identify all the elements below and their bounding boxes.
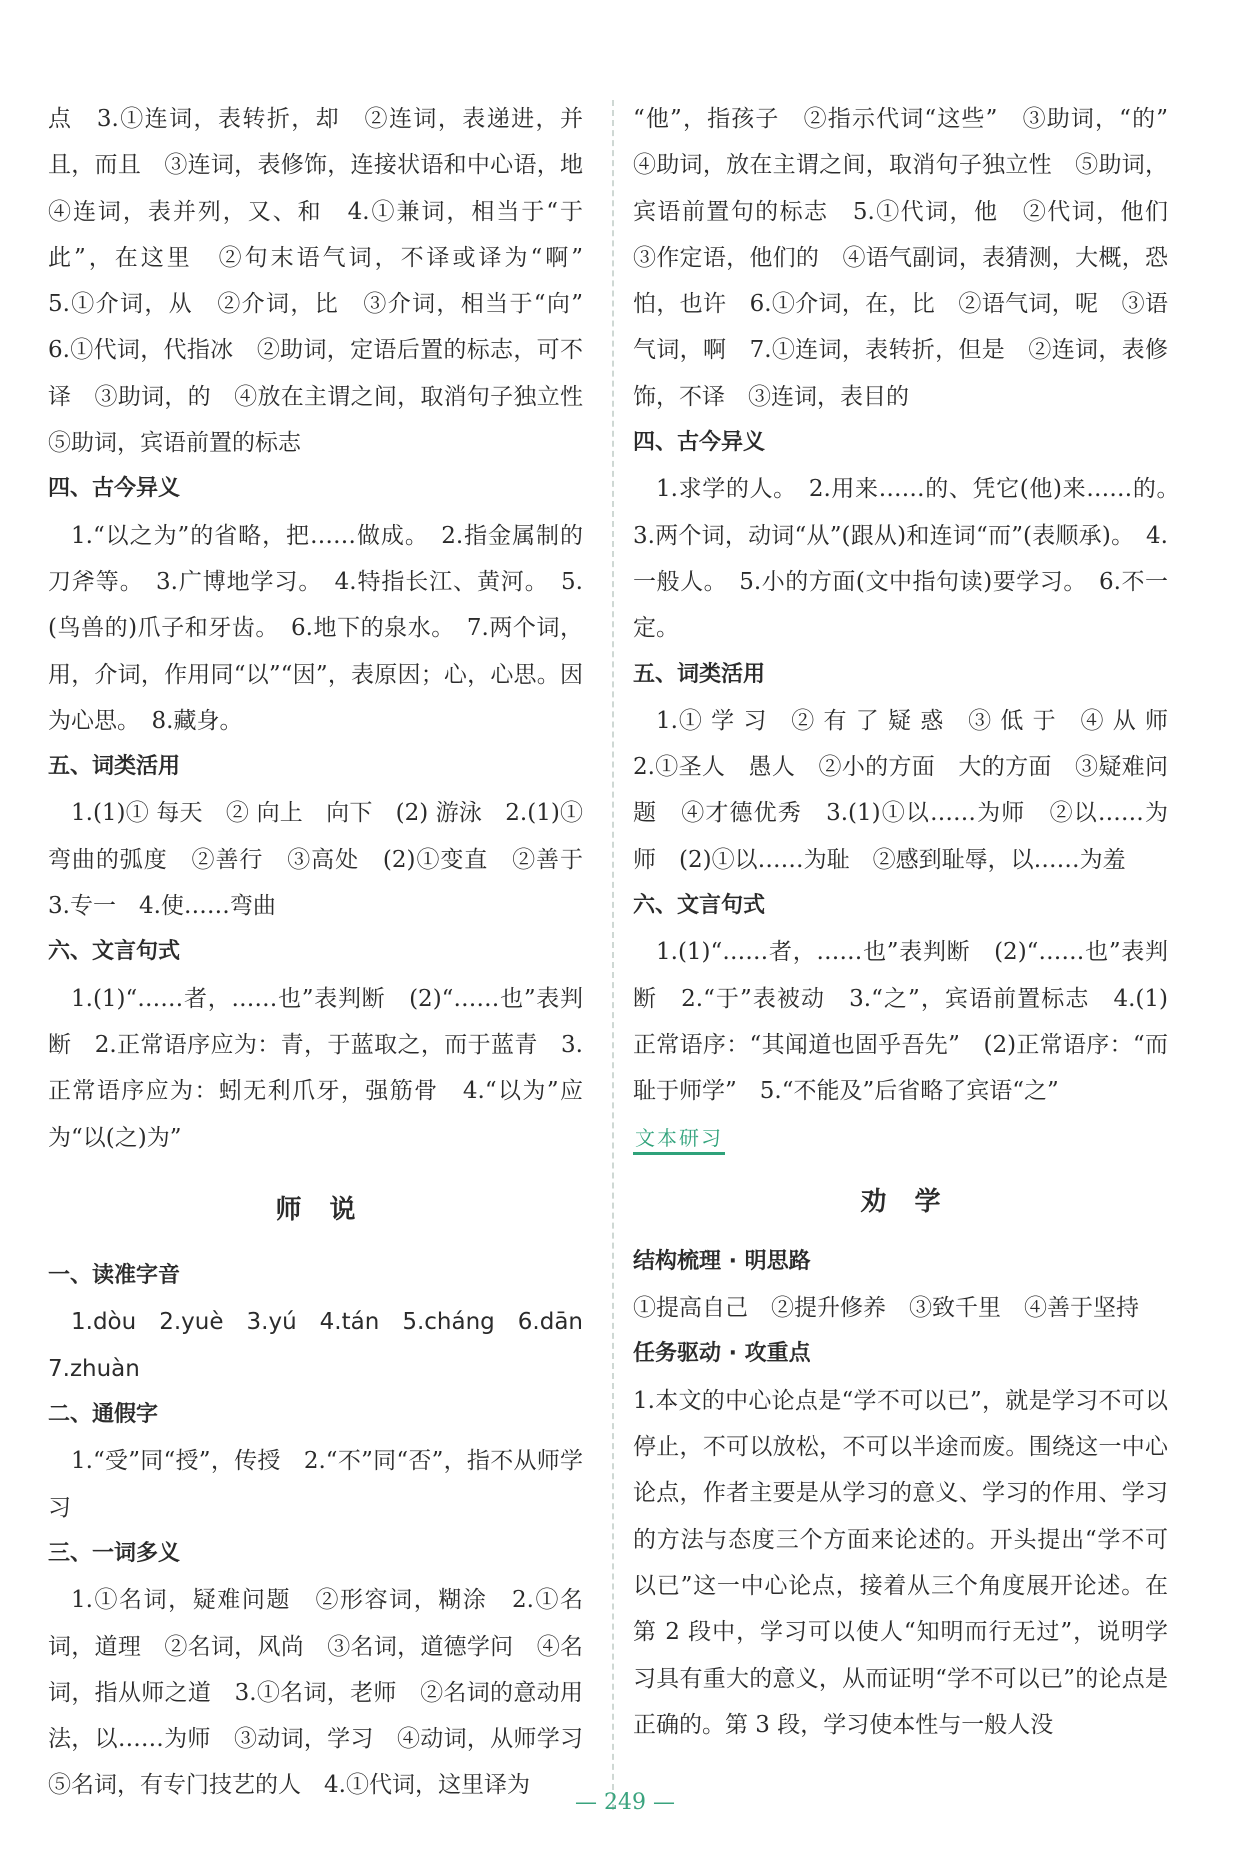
section-heading-gujin: 四、古今异义 (48, 476, 181, 502)
section-heading-cilei: 五、词类活用 (48, 754, 181, 780)
section-heading-renwu: 任务驱动 · 攻重点 (633, 1341, 811, 1367)
section-heading-jiegou: 结构梳理 · 明思路 (633, 1248, 811, 1274)
lesson-title: 劝学 (860, 1186, 969, 1217)
answer-paragraph: 1.“以之为”的省略，把……做成。 2.指金属制的刀斧等。 3.广博地学习。 4.特指长江、黄河。 5.(鸟兽的)爪子和牙齿。 6.地下的泉水。 7.两个词，用，介词，作用同“以”“因”，表原因；心，心思。因为心思。 8.藏身。 (48, 522, 583, 734)
answer-paragraph: 1.求学的人。 2.用来……的、凭它(他)来……的。 3.两个词，动词“从”(跟从)和连词“而”(表顺承)。 4.一般人。 5.小的方面(文中指句读)要学习。 6.不一定。 (633, 476, 1191, 642)
answer-paragraph: 1.本文的中心论点是“学不可以已”，就是学习不可以停止，不可以放松，不可以半途而废。围绕这一中心论点，作者主要是从学习的意义、学习的作用、学习的方法与态度三个方面来论述的。开头提出“学不可以已”这一中心论点，接着从三个角度展开论述。在第 2 段中，学习可以使人“知明而行无过”，说明学习具有重大的意义，从而证明“学不可以已”的论点是正确的。第 3 段，学习使本性与一般人没 (633, 1387, 1168, 1738)
answer-paragraph: “他”，指孩子 ②指示代词“这些” ③助词，“的” ④助词，放在主谓之间，取消句子独立性 ⑤助词，宾语前置句的标志 5.①代词，他 ②代词，他们 ③作定语，他们的 ④语气副词，表猜测，大概，恐怕，也许 6.①介词，在，比 ②语气词，呢 ③语气词，啊 7.①连词，表转折，但是 ②连词，表修饰，不译 ③连词，表目的 (633, 106, 1191, 410)
section-heading-gujin: 四、古今异义 (633, 430, 766, 456)
answer-paragraph: 1.①名词，疑难问题 ②形容词，糊涂 2.①名词，道理 ②名词，风尚 ③名词，道德学问 ④名词，指从师之道 3.①名词，老师 ②名词的意动用法，以……为师 ③动词，学习 ④动词，从师学习 ⑤名词，有专门技艺的人 4.①代词，这里译为 (48, 1587, 606, 1799)
column-divider (612, 100, 614, 1810)
answer-paragraph: 1.dòu 2.yuè 3.yú 4.tán 5.cháng 6.dān 7.zhuàn (48, 1309, 606, 1382)
answer-paragraph: 1.(1)“……者，……也”表判断 (2)“……也”表判断 2.“于”表被动 3.“之”，宾语前置标志 4.(1)正常语序：“其闻道也固乎吾先” (2)正常语序：“而耻于师学” 5.“不能及”后省略了宾语“之” (633, 939, 1168, 1105)
answer-paragraph: 1.“受”同“授”，传授 2.“不”同“否”，指不从师学习 (48, 1448, 583, 1521)
answer-paragraph: 1.(1)“……者，……也”表判断 (2)“……也”表判断 2.正常语序应为：青，于蓝取之，而于蓝青 3.正常语序应为：蚓无利爪牙，强筋骨 4.“以为”应为“以(之)为” (48, 985, 583, 1151)
lesson-title: 师说 (275, 1194, 384, 1225)
section-heading-jushi: 六、文言句式 (633, 893, 766, 919)
section-heading-yici: 三、一词多义 (48, 1540, 181, 1566)
section-heading-tongjia: 二、通假字 (48, 1402, 159, 1428)
right-column (633, 96, 1191, 1748)
answer-paragraph: 点 3.①连词，表转折，却 ②连词，表递进，并且，而且 ③连词，表修饰，连接状语和中心语，地 ④连词，表并列，又、和 4.①兼词，相当于“于此”，在这里 ②句末语气词，不译或译为“啊” 5.①介词，从 ②介词，比 ③介词，相当于“向” 6.①代词，代指冰 ②助词，定语后置的标志，可不译 ③助词，的 ④放在主谓之间，取消句子独立性 ⑤助词，宾语前置的标志 (48, 106, 606, 457)
left-column (48, 96, 606, 1809)
answer-paragraph: 1.① 学 习 ② 有 了 疑 惑 ③ 低 于 ④ 从 师 2.①圣人 愚人 ②小的方面 大的方面 ③疑难问题 ④才德优秀 3.(1)①以……为师 ②以……为师 (2)①以……为耻 ②感到耻辱，以……为羞 (633, 707, 1191, 873)
section-tag-wenben-yanxi: 文本研习 (633, 1125, 725, 1155)
section-heading-jushi: 六、文言句式 (48, 939, 181, 965)
section-heading-cilei: 五、词类活用 (633, 661, 766, 687)
section-heading-duzhun: 一、读准字音 (48, 1263, 181, 1289)
answer-paragraph: ①提高自己 ②提升修养 ③致千里 ④善于坚持 (633, 1295, 1139, 1322)
answer-paragraph: 1.(1)① 每天 ② 向上 向下 (2) 游泳 2.(1)①弯曲的弧度 ②善行 ③高处 (2)①变直 ②善于 3.专一 4.使……弯曲 (48, 800, 606, 920)
page-number: — 249 — (575, 1790, 675, 1815)
